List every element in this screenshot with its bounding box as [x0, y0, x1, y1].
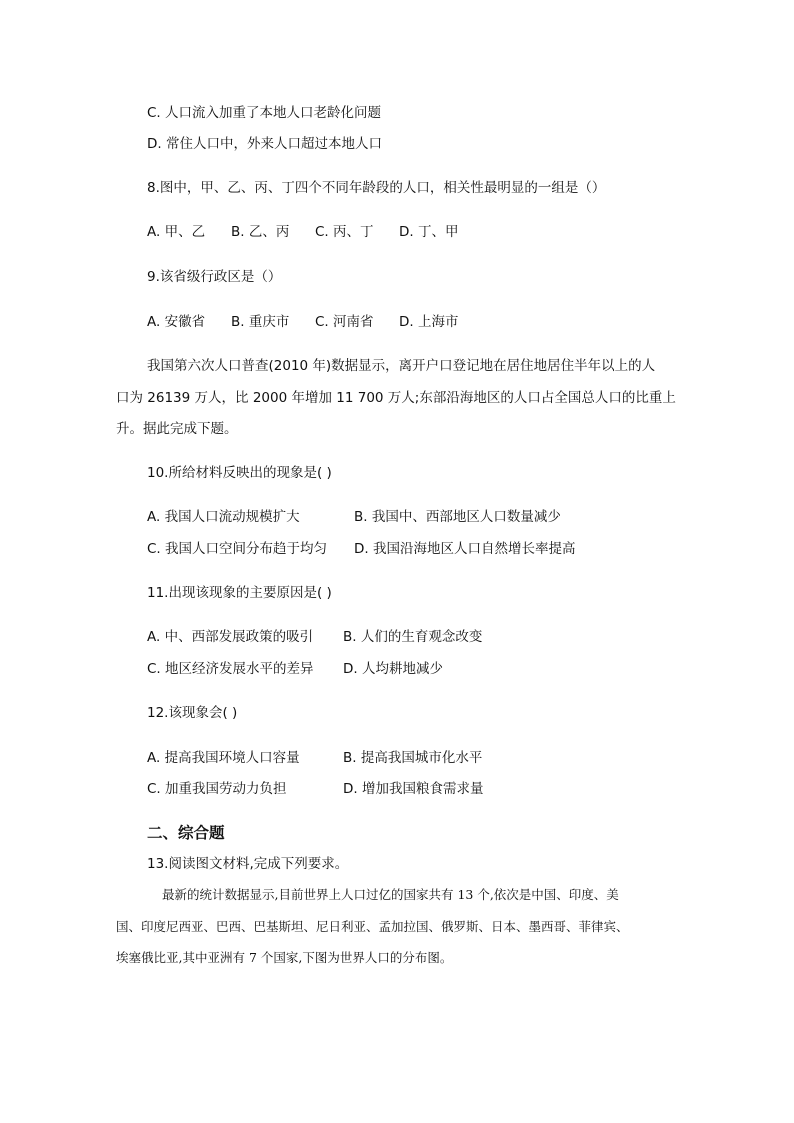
passage-line-3: 升。据此完成下题。 — [116, 421, 238, 437]
q11-option-b: B. 人们的生育观念改变 — [343, 629, 483, 645]
q8-stem: 8.图中，甲、乙、丙、丁四个不同年龄段的人口，相关性最明显的一组是（） — [147, 180, 606, 196]
q8-option-b: B. 乙、丙 — [231, 224, 290, 240]
q9-stem: 9.该省级行政区是（） — [147, 269, 282, 285]
q8-option-d: D. 丁、甲 — [399, 224, 459, 240]
q7-option-d: D. 常住人口中，外来人口超过本地人口 — [147, 136, 382, 152]
q13-stem: 13.阅读图文材料,完成下列要求。 — [147, 856, 349, 872]
q9-option-c: C. 河南省 — [315, 314, 374, 330]
material-line-1: 最新的统计数据显示,目前世界上人口过亿的国家共有 13 个,依次是中国、印度、美 — [162, 887, 619, 902]
q11-stem: 11.出现该现象的主要原因是( ) — [147, 585, 332, 601]
passage-line-2: 口为 26139 万人，比 2000 年增加 11 700 万人;东部沿海地区的人口占全国总人口的比重上 — [116, 390, 676, 406]
q10-option-d: D. 我国沿海地区人口自然增长率提高 — [354, 541, 576, 557]
q10-option-b: B. 我国中、西部地区人口数量减少 — [354, 509, 561, 525]
material-line-2: 国、印度尼西亚、巴西、巴基斯坦、尼日利亚、孟加拉国、俄罗斯、日本、墨西哥、菲律宾、 — [116, 919, 629, 934]
q10-option-c: C. 我国人口空间分布趋于均匀 — [147, 541, 328, 557]
q10-stem: 10.所给材料反映出的现象是( ) — [147, 465, 332, 481]
q11-option-a: A. 中、西部发展政策的吸引 — [147, 629, 314, 645]
passage-line-1: 我国第六次人口普查(2010 年)数据显示，离开户口登记地在居住地居住半年以上的人 — [147, 358, 656, 374]
q12-option-b: B. 提高我国城市化水平 — [343, 750, 483, 766]
section-heading: 二、综合题 — [147, 824, 225, 842]
q7-option-c: C. 人口流入加重了本地人口老龄化问题 — [147, 105, 382, 121]
q12-option-d: D. 增加我国粮食需求量 — [343, 781, 484, 797]
q12-stem: 12.该现象会( ) — [147, 705, 238, 721]
q9-option-a: A. 安徽省 — [147, 314, 206, 330]
q11-option-d: D. 人均耕地减少 — [343, 661, 443, 677]
q9-option-d: D. 上海市 — [399, 314, 459, 330]
q11-option-c: C. 地区经济发展水平的差异 — [147, 661, 314, 677]
q10-option-a: A. 我国人口流动规模扩大 — [147, 509, 300, 525]
q12-option-c: C. 加重我国劳动力负担 — [147, 781, 287, 797]
q8-option-c: C. 丙、丁 — [315, 224, 374, 240]
q9-option-b: B. 重庆市 — [231, 314, 290, 330]
q12-option-a: A. 提高我国环境人口容量 — [147, 750, 300, 766]
material-line-3: 埃塞俄比亚,其中亚洲有 7 个国家,下图为世界人口的分布图。 — [116, 950, 453, 965]
q8-option-a: A. 甲、乙 — [147, 224, 206, 240]
